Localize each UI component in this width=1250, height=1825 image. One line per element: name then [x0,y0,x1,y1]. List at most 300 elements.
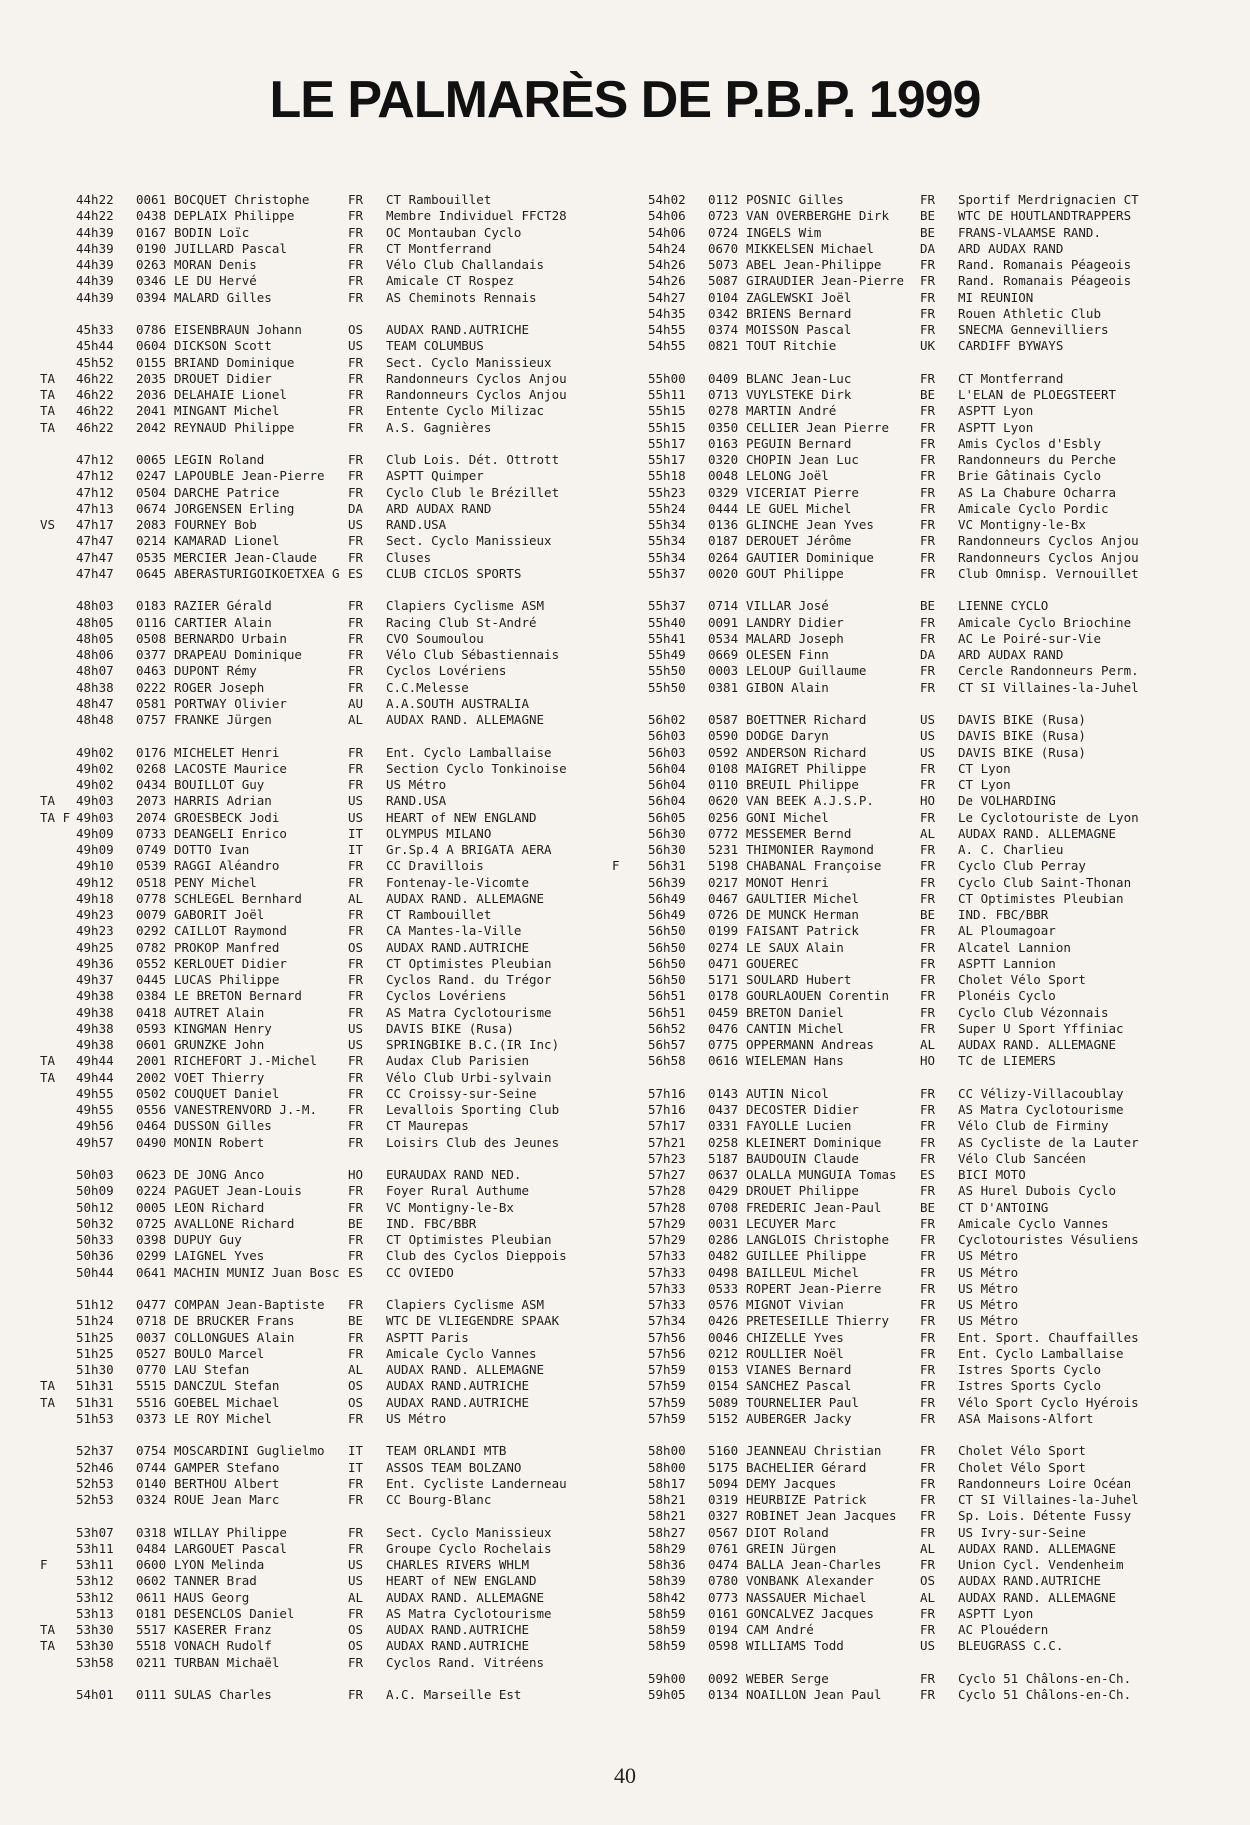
rider-number: 0726 [708,907,739,922]
rider-name: DANCZUL Stefan [174,1378,280,1394]
rider-name: LACOSTE Maurice [174,760,287,776]
rider-country: FR [348,549,364,565]
finish-time: 49h38 [76,988,114,1004]
rider-club: Vélo Sport Cyclo Hyérois [958,1394,1139,1410]
rider-name: CAILLOT Raymond [174,923,287,939]
finish-time: 56h05 [648,809,686,825]
rider-club: CC Dravillois [386,858,484,874]
finish-time: 56h04 [648,760,686,776]
rider-country: FR [920,273,936,289]
rider-name: RAGGI Aléandro [174,858,280,874]
rider-country: FR [920,760,936,776]
rider-number: 5515 [136,1378,167,1394]
finish-time: 58h59 [648,1638,686,1654]
rider-name: WILLAY Philippe [174,1524,287,1540]
rider-country: US [348,1573,364,1589]
rider-country: FR [920,679,936,695]
rider-number: 0587 [708,712,739,727]
rider-club: Club Lois. Dét. Ottrott [386,452,560,467]
finish-time: 54h55 [648,338,686,354]
rider-name: DEROUET Jérôme [746,533,852,549]
rider-name: DROUET Didier [174,370,272,386]
rider-number: 0048 [708,468,739,484]
rider-name: LAU Stefan [174,1362,250,1377]
rider-number: 5073 [708,257,739,272]
finish-time: 49h44 [76,1069,114,1085]
rider-number: 2074 [136,809,167,825]
finish-time: 51h31 [76,1378,114,1394]
rider-club: CLUB CICLOS SPORTS [386,565,522,581]
rider-name: KERLOUET Didier [174,955,287,971]
finish-time: 44h39 [76,289,114,305]
finish-time: 56h50 [648,939,686,955]
rider-club: CT Optimistes Pleubian [386,955,552,971]
rider-number: 5175 [708,1459,739,1475]
rider-name: MONOT Henri [746,874,829,890]
rider-name: DE BRUCKER Frans [174,1313,295,1329]
rider-club: Section Cyclo Tonkinoise [386,760,567,776]
rider-name: LUCAS Philippe [174,972,280,987]
rider-number: 2035 [136,370,167,386]
rider-club: CHARLES RIVERS WHLM [386,1557,529,1572]
rider-club: Rand. Romanais Péageois [958,257,1132,272]
finish-time: 57h23 [648,1150,686,1166]
rider-country: FR [348,1118,364,1134]
rider-name: DE JONG Anco [174,1167,265,1182]
rider-name: DROUET Philippe [746,1183,859,1199]
rider-name: MERCIER Jean-Claude [174,549,317,565]
rider-club: Sportif Merdrignacien CT [958,192,1139,207]
rider-number: 0434 [136,777,167,792]
rider-number: 2001 [136,1053,167,1069]
rider-country: FR [348,1134,364,1150]
finish-time: 53h12 [76,1589,114,1605]
rider-country: FR [348,1004,364,1020]
rider-country: FR [920,1670,936,1686]
finish-time: 52h53 [76,1492,114,1507]
rider-club: BLEUGRASS C.C. [958,1638,1064,1654]
rider-club: Brie Gâtinais Cyclo [958,468,1101,484]
finish-time: 49h55 [76,1085,114,1101]
rider-country: FR [348,630,364,646]
rider-number: 0504 [136,484,167,500]
rider-club: AUDAX RAND.AUTRICHE [386,1638,529,1654]
rider-number: 0134 [708,1687,739,1702]
rider-club: Ent. Cyclo Lamballaise [958,1345,1124,1361]
rider-number: 0601 [136,1037,167,1052]
rider-club: Alcatel Lannion [958,939,1071,955]
rider-club: US Métro [958,1248,1019,1264]
rider-country: FR [920,1605,936,1621]
rider-country: FR [348,907,364,922]
rider-club: AUDAX RAND.AUTRICHE [386,1378,529,1394]
finish-time: 58h17 [648,1475,686,1491]
rider-number: 0324 [136,1492,167,1507]
finish-time: 55h24 [648,500,686,516]
rider-country: FR [920,1232,936,1247]
rider-number: 0092 [708,1670,739,1686]
rider-country: FR [348,663,364,679]
rider-name: DEMY Jacques [746,1475,837,1491]
finish-time: 55h40 [648,614,686,630]
rider-number: 0374 [708,322,739,337]
rider-club: DAVIS BIKE (Rusa) [386,1020,514,1036]
rider-country: FR [920,1248,936,1264]
rider-name: NASSAUER Michael [746,1589,867,1605]
finish-time: 57h33 [648,1248,686,1264]
finish-time: 55h50 [648,663,686,679]
rider-club: Membre Individuel FFCT28 [386,208,567,224]
rider-country: FR [348,468,364,484]
finish-time: 56h58 [648,1053,686,1069]
rider-club: Fontenay-le-Vicomte [386,874,529,890]
rider-country: FR [348,289,364,305]
rider-number: 0005 [136,1199,167,1215]
rider-name: GAUTIER Dominique [746,549,874,565]
rider-club: OLYMPUS MILANO [386,825,492,841]
rider-club: CT Montferrand [386,240,492,256]
rider-name: DODGE Daryn [746,728,829,744]
rider-name: LAPOUBLE Jean-Pierre [174,468,325,484]
rider-country: FR [348,1654,364,1670]
finisher-category: TA [40,387,56,402]
rider-name: BRIENS Bernard [746,305,852,321]
rider-number: 0539 [136,858,167,874]
rider-number: 2083 [136,517,167,532]
rider-country: OS [348,322,364,337]
rider-number: 0418 [136,1004,167,1020]
rider-name: PORTWAY Olivier [174,695,287,711]
finish-time: 49h23 [76,907,114,922]
rider-club: Cholet Vélo Sport [958,972,1086,987]
finish-time: 57h21 [648,1134,686,1150]
rider-country: AL [348,890,364,906]
rider-name: LE GUEL Michel [746,500,852,516]
rider-name: BODIN Loïc [174,224,250,240]
finish-time: 57h59 [648,1394,686,1410]
finish-time: 58h29 [648,1540,686,1556]
rider-club: Super U Sport Yffiniac [958,1020,1124,1036]
rider-name: GREIN Jürgen [746,1540,837,1556]
rider-name: DICKSON Scott [174,338,272,354]
rider-number: 0733 [136,825,167,841]
rider-name: DARCHE Patrice [174,484,280,500]
finisher-category: TA [40,370,56,386]
rider-country: FR [920,322,936,337]
rider-number: 0474 [708,1557,739,1572]
rider-number: 0482 [708,1248,739,1264]
rider-name: JUILLARD Pascal [174,240,287,256]
rider-country: OS [348,1638,364,1654]
rider-name: PENY Michel [174,874,257,890]
finish-time: 57h59 [648,1378,686,1394]
finish-time: 49h02 [76,744,114,760]
rider-country: FR [920,1264,936,1280]
rider-country: FR [348,874,364,890]
rider-country: US [920,728,936,744]
rider-name: OPPERMANN Andreas [746,1037,874,1052]
rider-club: DAVIS BIKE (Rusa) [958,728,1086,744]
rider-name: DRAPEAU Dominique [174,647,302,662]
rider-country: BE [920,598,936,614]
rider-club: US Métro [958,1313,1019,1329]
finish-time: 46h22 [76,387,114,402]
rider-number: 0212 [708,1345,739,1361]
finish-time: 44h22 [76,192,114,207]
rider-number: 0346 [136,273,167,289]
rider-club: AUDAX RAND.AUTRICHE [958,1573,1101,1589]
rider-number: 0384 [136,988,167,1004]
rider-name: OLALLA MUNGUIA Tomas [746,1167,897,1182]
rider-country: US [348,1037,364,1052]
finish-time: 56h02 [648,712,686,727]
finish-time: 54h06 [648,208,686,224]
finish-time: 50h36 [76,1248,114,1264]
rider-club: Istres Sports Cyclo [958,1378,1101,1394]
rider-club: Sect. Cyclo Manissieux [386,1524,552,1540]
finish-time: 56h04 [648,793,686,809]
rider-name: GAULTIER Michel [746,890,859,906]
rider-number: 0444 [708,500,739,516]
rider-club: Clapiers Cyclisme ASM [386,1297,545,1312]
rider-country: FR [920,1215,936,1231]
rider-number: 0593 [136,1020,167,1036]
rider-club: Groupe Cyclo Rochelais [386,1540,552,1556]
rider-name: LEGIN Roland [174,452,265,467]
finish-time: 55h34 [648,533,686,549]
rider-country: IT [348,1443,364,1459]
rider-country: FR [920,1394,936,1410]
finish-time: 56h49 [648,890,686,906]
finish-time: 58h27 [648,1524,686,1540]
rider-name: BOUILLOT Guy [174,777,265,792]
rider-name: DUPUY Guy [174,1232,242,1247]
finish-time: 49h10 [76,858,114,874]
rider-number: 0278 [708,403,739,419]
rider-country: BE [920,1199,936,1215]
rider-number: 0723 [708,208,739,224]
rider-name: AVALLONE Richard [174,1215,295,1231]
rider-number: 0104 [708,289,739,305]
finish-time: 44h22 [76,208,114,224]
rider-club: Vélo Club Urbi-sylvain [386,1069,552,1085]
rider-number: 0821 [708,338,739,354]
rider-country: FR [920,1508,936,1524]
finish-time: 47h12 [76,484,114,500]
rider-country: FR [920,858,936,874]
rider-country: AL [920,1037,936,1052]
rider-name: DEPLAIX Philippe [174,208,295,224]
rider-club: Club des Cyclos Dieppois [386,1248,567,1264]
finish-time: 50h32 [76,1215,114,1231]
rider-name: THIMONIER Raymond [746,842,874,857]
rider-club: Randonneurs du Perche [958,452,1117,467]
rider-name: GLINCHE Jean Yves [746,517,874,532]
rider-country: FR [348,1410,364,1426]
rider-country: FR [920,1492,936,1507]
rider-name: LELOUP Guillaume [746,663,867,679]
rider-name: ROBINET Jean Jacques [746,1508,897,1524]
rider-country: US [348,338,364,354]
rider-country: FR [920,517,936,532]
finish-time: 57h34 [648,1313,686,1329]
finish-time: 56h57 [648,1037,686,1052]
rider-number: 0426 [708,1313,739,1329]
rider-club: Le Cyclotouriste de Lyon [958,809,1139,825]
rider-number: 0394 [136,289,167,305]
finisher-category: TA [40,403,56,419]
rider-name: DIOT Roland [746,1524,829,1540]
rider-club: HEART of NEW ENGLAND [386,809,537,825]
finish-time: 48h48 [76,712,114,727]
finish-time: 58h42 [648,1589,686,1605]
rider-name: CARTIER Alain [174,614,272,630]
rider-country: US [348,1557,364,1572]
rider-country: OS [920,1573,936,1589]
rider-number: 0463 [136,663,167,679]
rider-name: ROPERT Jean-Pierre [746,1280,882,1296]
rider-country: ES [348,565,364,581]
rider-club: AUDAX RAND.AUTRICHE [386,939,529,955]
finish-time: 57h33 [648,1280,686,1296]
finish-time: 54h06 [648,224,686,240]
rider-name: TOUT Ritchie [746,338,837,354]
finish-time: 52h53 [76,1475,114,1491]
rider-club: Amicale Cyclo Vannes [958,1215,1109,1231]
rider-name: BAILLEUL Michel [746,1264,859,1280]
finish-time: 57h59 [648,1410,686,1426]
finish-time: 50h12 [76,1199,114,1215]
rider-name: ABERASTURIGOIKOETXEA G [174,565,340,581]
finisher-category: TA [40,1394,56,1410]
finish-time: 58h21 [648,1492,686,1507]
rider-country: FR [348,419,364,435]
rider-number: 0757 [136,712,167,727]
rider-country: FR [348,387,364,402]
finish-time: 49h44 [76,1053,114,1069]
rider-club: Rand. Romanais Péageois [958,273,1132,289]
rider-country: US [348,793,364,809]
rider-number: 0286 [708,1232,739,1247]
rider-country: UK [920,338,936,354]
rider-number: 0725 [136,1215,167,1231]
rider-club: Amicale Cyclo Briochine [958,614,1132,630]
rider-club: CT Lyon [958,760,1011,776]
rider-country: FR [920,435,936,451]
rider-country: FR [348,858,364,874]
rider-country: FR [920,1410,936,1426]
rider-club: ASPTT Quimper [386,468,484,484]
finish-time: 55h17 [648,435,686,451]
finish-time: 54h02 [648,192,686,207]
rider-club: AS Hurel Dubois Cyclo [958,1183,1117,1199]
rider-country: FR [348,533,364,549]
rider-name: LANDRY Didier [746,614,844,630]
rider-name: LELONG Joël [746,468,829,484]
finish-time: 54h55 [648,322,686,337]
rider-country: FR [920,972,936,987]
rider-number: 0556 [136,1102,167,1117]
rider-number: 0437 [708,1102,739,1117]
rider-name: RAZIER Gérald [174,598,272,614]
rider-club: AS Matra Cyclotourisme [386,1605,552,1621]
rider-number: 0020 [708,565,739,581]
finish-time: 58h39 [648,1573,686,1589]
rider-number: 0459 [708,1004,739,1020]
finish-time: 49h03 [76,793,114,809]
rider-number: 0178 [708,988,739,1004]
rider-club: AUDAX RAND. ALLEMAGNE [386,1362,545,1377]
rider-country: FR [920,1134,936,1150]
rider-number: 0770 [136,1362,167,1377]
rider-name: BOCQUET Christophe [174,192,310,207]
rider-name: SOULARD Hubert [746,972,852,987]
rider-name: ZAGLEWSKI Joël [746,289,852,305]
rider-country: FR [920,1102,936,1117]
rider-country: FR [348,1053,364,1069]
finish-time: 55h23 [648,484,686,500]
rider-club: Cholet Vélo Sport [958,1443,1086,1459]
rider-country: FR [920,939,936,955]
rider-name: TOURNELIER Paul [746,1394,859,1410]
rider-name: GIRAUDIER Jean-Pierre [746,273,905,289]
rider-country: BE [920,907,936,922]
rider-country: FR [348,647,364,662]
rider-number: 5231 [708,842,739,857]
finish-time: 55h11 [648,387,686,402]
rider-number: 0476 [708,1020,739,1036]
rider-country: FR [920,1524,936,1540]
page-number: 40 [614,1763,636,1788]
rider-country: FR [348,452,364,467]
rider-number: 0409 [708,370,739,386]
rider-name: EISENBRAUN Johann [174,322,302,337]
rider-name: MOISSON Pascal [746,322,852,337]
finish-time: 56h49 [648,907,686,922]
finisher-category: TA [40,1638,56,1654]
rider-club: Vélo Club Sébastiennais [386,647,560,662]
rider-club: Randonneurs Loire Océan [958,1475,1132,1491]
rider-club: L'ELAN de PLOEGSTEERT [958,387,1117,402]
rider-number: 0718 [136,1313,167,1329]
rider-name: AUBERGER Jacky [746,1410,852,1426]
rider-name: COLLONGUES Alain [174,1329,295,1345]
finish-time: 55h50 [648,679,686,695]
finish-time: 57h56 [648,1345,686,1361]
rider-country: FR [920,533,936,549]
rider-name: VICERIAT Pierre [746,484,859,500]
rider-name: VIANES Bernard [746,1362,852,1377]
finish-time: 56h31 [648,858,686,874]
rider-club: Randonneurs Cyclos Anjou [958,533,1139,549]
rider-name: GOUT Philippe [746,565,844,581]
rider-club: Cyclos Lovériens [386,988,507,1004]
rider-country: FR [920,777,936,792]
rider-name: COUQUET Daniel [174,1085,280,1101]
rider-number: 0438 [136,208,167,224]
rider-number: 0329 [708,484,739,500]
finish-time: 55h34 [648,549,686,565]
rider-country: FR [348,972,364,987]
rider-number: 0602 [136,1573,167,1589]
rider-country: FR [920,1297,936,1312]
rider-club: CVO Soumoulou [386,630,484,646]
rider-country: DA [920,240,936,256]
rider-number: 0669 [708,647,739,662]
finish-time: 49h12 [76,874,114,890]
rider-number: 0199 [708,923,739,939]
rider-country: FR [920,1004,936,1020]
